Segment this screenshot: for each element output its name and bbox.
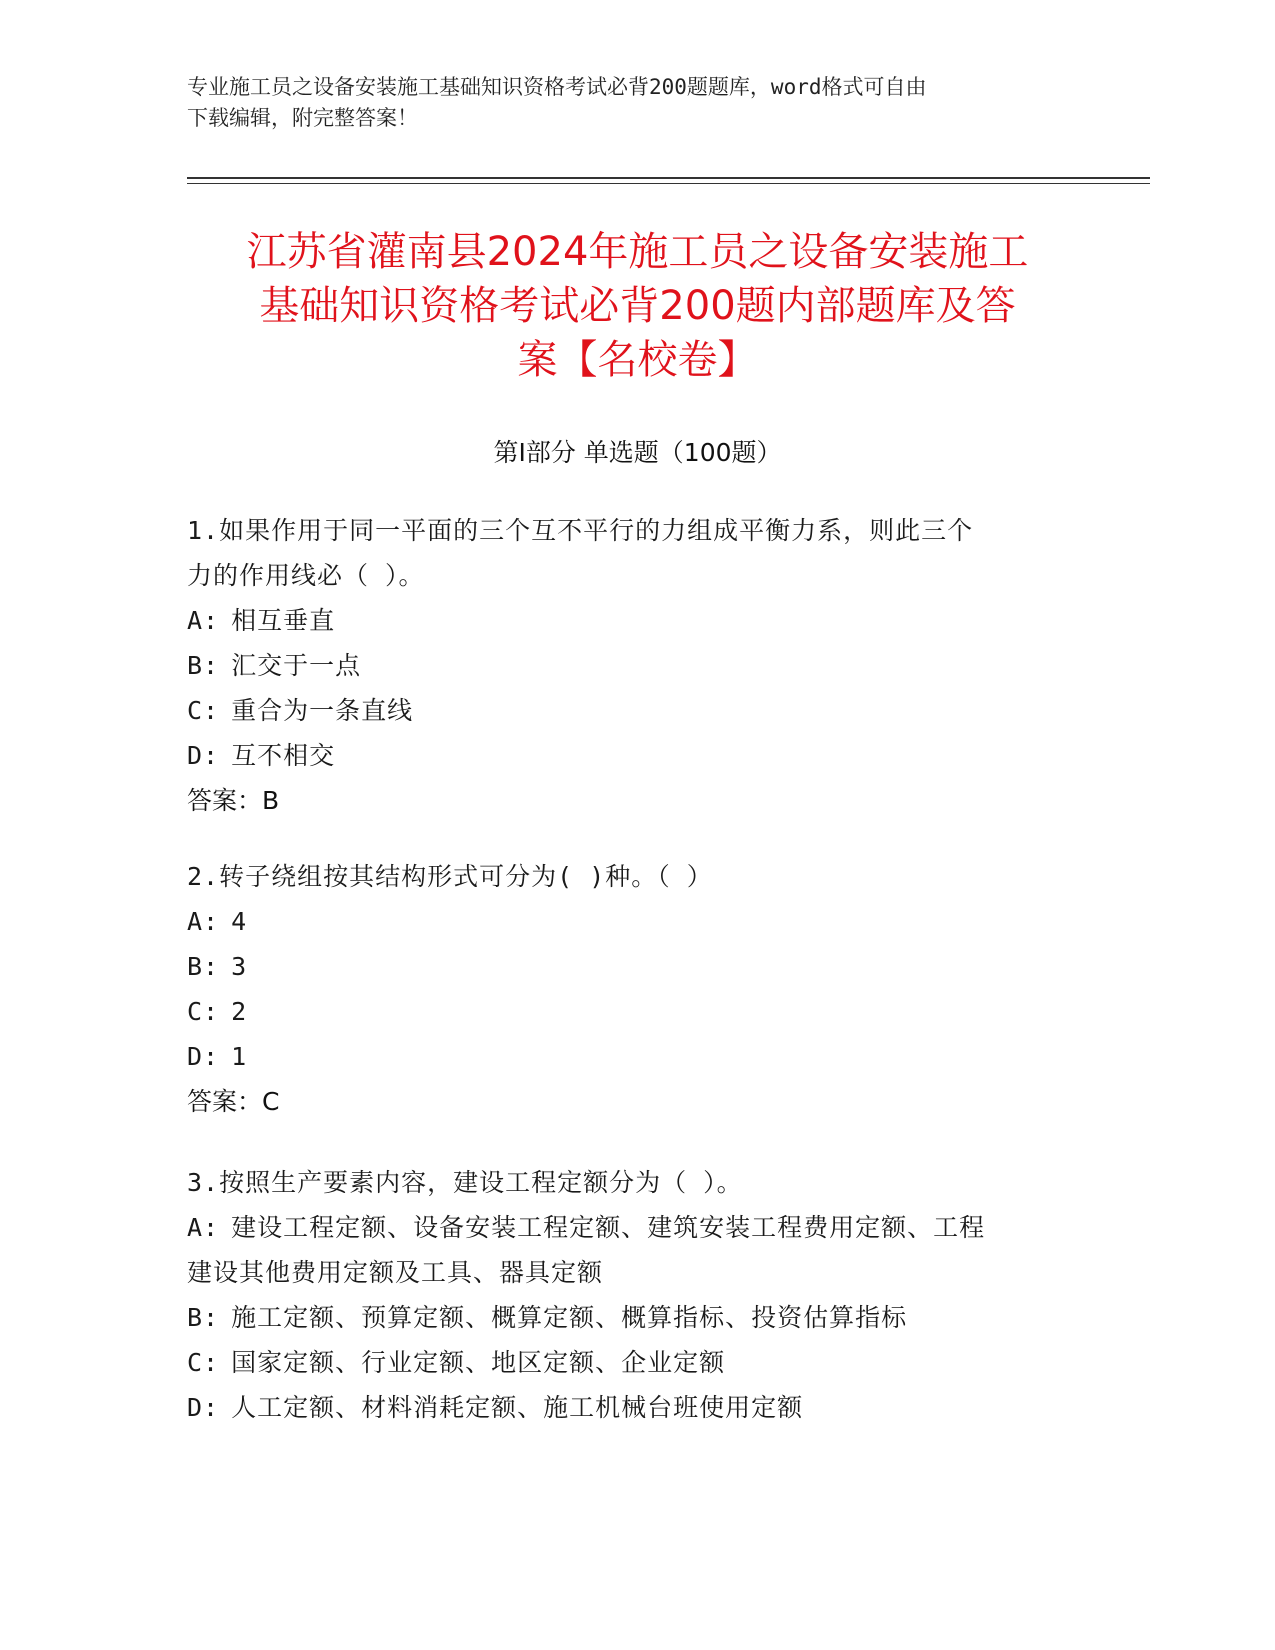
answer: 答案：C	[187, 1087, 280, 1116]
title-line: 案【名校卷】	[517, 337, 758, 383]
option-a: A: 4	[187, 907, 248, 936]
question-1	[187, 508, 1067, 823]
question-stem: 力的作用线必（ ）。	[187, 561, 425, 590]
header-note-line: 专业施工员之设备安装施工基础知识资格考试必背200题题库，word格式可自由	[187, 75, 927, 99]
question-2	[187, 854, 1067, 1124]
option-d: D: 人工定额、材料消耗定额、施工机械台班使用定额	[187, 1393, 804, 1422]
section-heading: 第Ⅰ部分 单选题（100题）	[493, 438, 782, 467]
header-divider-thin	[187, 183, 1150, 184]
option-a: A: 相互垂直	[187, 606, 336, 635]
header-note-line: 下载编辑，附完整答案！	[187, 106, 418, 130]
option-a: A: 建设工程定额、设备安装工程定额、建筑安装工程费用定额、工程	[187, 1213, 986, 1242]
answer: 答案：B	[187, 786, 280, 815]
header-note	[187, 72, 1087, 134]
title-line: 基础知识资格考试必背200题内部题库及答	[259, 283, 1016, 329]
option-d: D: 互不相交	[187, 741, 336, 770]
option-c: C: 重合为一条直线	[187, 696, 414, 725]
question-stem: 2.转子绕组按其结构形式可分为( )种。（ ）	[187, 862, 713, 891]
option-c: C: 国家定额、行业定额、地区定额、企业定额	[187, 1348, 726, 1377]
option-a-continued: 建设其他费用定额及工具、器具定额	[187, 1258, 604, 1287]
question-stem: 3.按照生产要素内容，建设工程定额分为（ ）。	[187, 1168, 743, 1197]
header-divider	[187, 177, 1150, 179]
question-stem: 1.如果作用于同一平面的三个互不平行的力组成平衡力系，则此三个	[187, 516, 974, 545]
option-b: B: 汇交于一点	[187, 651, 362, 680]
option-c: C: 2	[187, 997, 248, 1026]
option-b: B: 3	[187, 952, 248, 981]
title-line: 江苏省灌南县2024年施工员之设备安装施工	[246, 229, 1029, 275]
document-title	[160, 225, 1115, 387]
option-d: D: 1	[187, 1042, 248, 1071]
option-b: B: 施工定额、预算定额、概算定额、概算指标、投资估算指标	[187, 1303, 908, 1332]
question-3	[187, 1160, 1067, 1430]
